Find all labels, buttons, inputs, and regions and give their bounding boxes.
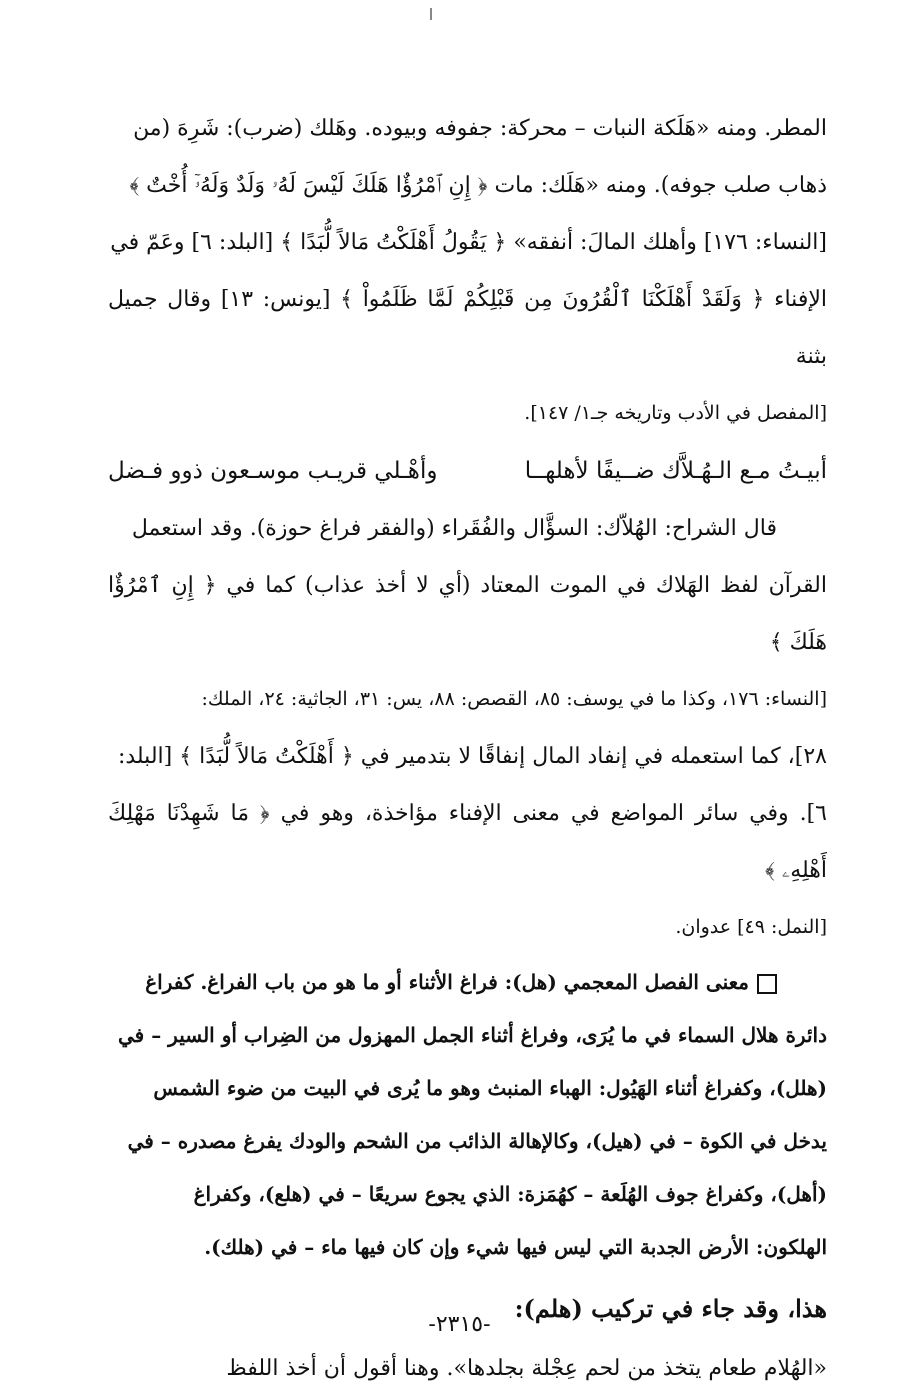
verse-first-hemistich: أبيـتُ مـع الـهُـلاَّك ضــيفًا لأهلهــا [524,458,827,484]
poetry-verse [108,442,827,500]
section-heading: هذا، وقد جاء في تركيب (هلم): [514,1294,827,1323]
paragraph-3-line-3: (هلل)، وكفراغ أثناء الهَيُول: الهباء المنبث وهو ما يُرى في البيت من ضوء الشمس [153,1076,827,1100]
paragraph-1-line-2: ذهاب صلب جوفه). ومنه «هَلَك: مات ﴿ إِنِ ٱمْرُؤٌا هَلَكَ لَيْسَ لَهُۥ وَلَدٌ وَلَهُۥٓ أُخْتٌ ﴾ [129,173,827,198]
paragraph-1-line-3: [النساء: ١٧٦] وأهلك المالَ: أنفقه» ﴿ يَقُولُ أَهْلَكْتُ مَالاً لُّبَدًا ﴾ [البلد: ٦] وعَمّ في [110,230,827,255]
paragraph-2-line-6: [النمل: ٤٩] عدوان. [675,916,827,938]
paragraph-3-line-5: (أهل)، وكفراغ جوف الهُلَعة – كهُمَزة: الذي يجوع سريعًا – في (هلع)، وكفراغ [193,1182,827,1206]
last-paragraph-line: «الهُلام طعام يتخذ من لحم عِجْلة بجلدها». وهنا أقول أن أخذ اللفظ [226,1356,827,1381]
paragraph-3-line-2: دائرة هلال السماء في ما يُرَى، وفراغ أثناء الجمل المهزول من الضِراب أو السير – في [118,1023,827,1047]
paragraph-3-line-1 [108,956,827,1009]
paragraph-2-line-3: [النساء: ١٧٦، وكذا ما في يوسف: ٨٥، القصص: ٨٨، يس: ٣١، الجاثية: ٢٤، الملك: [201,688,827,710]
paragraph-1-line-5: [المفصل في الأدب وتاريخه جـ١/ ١٤٧]. [524,402,827,424]
paragraph-2-line-5: ٦]. وفي سائر المواضع في معنى الإفناء مؤاخذة، وهو في ﴿ مَا شَهِدْنَا مَهْلِكَ أَهْلِهِۦ ﴾ [108,801,827,883]
page-number: -٢٣١٥- [428,1312,491,1337]
paragraph-2-line-4: ٢٨]، كما استعمله في إنفاد المال إنفاقًا لا بتدمير في ﴿ أَهْلَكْتُ مَالاً لُّبَدًا ﴾ [البلد: [117,744,827,769]
verse-second-hemistich: وأهْـلي قريـب موسـعون ذوو فـضل [108,458,438,484]
paragraph-3-line-1-text: معنى الفصل المعجمي (هل): فراغ الأثناء أو ما هو من باب الفراغ. كفراغ [145,970,749,994]
paragraph-2-line-2: القرآن لفظ الهَلاك في الموت المعتاد (أي لا أخذ عذاب) كما في ﴿ إِنِ ٱمْرُؤٌا هَلَكَ ﴾ [108,573,827,655]
paragraph-1-line-4: الإفناء ﴿ وَلَقَدْ أَهْلَكْنَا ٱلْقُرُونَ مِن قَبْلِكُمْ لَمَّا ظَلَمُواْ ﴾ [يونس: ١٣] وقال جميل بثنة [108,287,828,369]
paragraph-2-line-1: قال الشراح: الهُلاّك: السؤَّال والفُقَراء (والفقر فراغ حوزة). وقد استعمل [131,516,777,541]
scan-mark [430,8,432,20]
paragraph-3-line-4: يدخل في الكوة – في (هيل)، وكالإهالة الذائب من الشحم والودك يفرغ مصدره – في [127,1129,827,1153]
paragraph-3-line-6: الهلكون: الأرض الجدبة التي ليس فيها شيء وإن كان فيها ماء – في (هلك). [204,1235,827,1259]
checkbox-square-icon [757,974,777,994]
paragraph-1-line-1: المطر. ومنه «هَلَكة النبات – محركة: جفوفه وبيوده. وهَلك (ضرب): شَرِهَ (من [133,116,827,141]
